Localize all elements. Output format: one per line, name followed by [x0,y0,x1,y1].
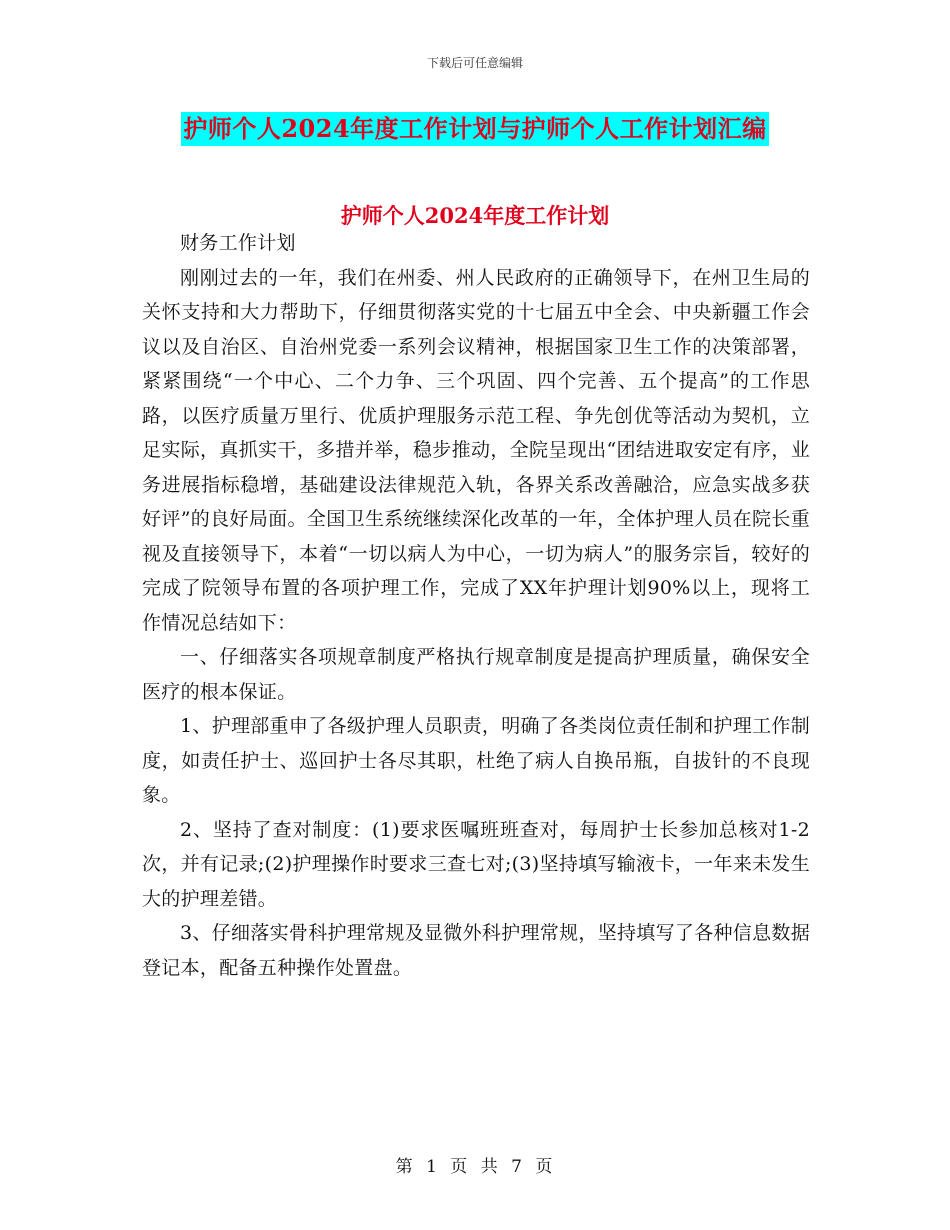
paragraph-item-3: 3、仔细落实骨科护理常规及显微外科护理常规，坚持填写了各种信息数据登记本，配备五种操作处置盘。 [142,922,810,979]
body-text [142,226,810,985]
paragraph-section-1: 一、仔细落实各项规章制度严格执行规章制度是提高护理质量，确保安全医疗的根本保证。 [142,646,810,703]
footer-gong: 共 [480,1157,500,1177]
footer-ye: 页 [450,1157,470,1177]
header-note: 下载后可任意编辑 [426,56,523,70]
sub-title: 护师个人2024年度工作计划 [340,203,610,228]
main-title: 护师个人2024年度工作计划与护师个人工作计划汇编 [181,112,768,146]
page-footer [0,1152,950,1177]
paragraph-item-2: 2、坚持了查对制度：(1)要求医嘱班班查对，每周护士长参加总核对1-2次，并有记录;(2)护理操作时要求三查七对;(3)坚持填写输液卡，一年来未发生大的护理差错。 [142,818,810,910]
footer-total-pages: 7 [511,1157,524,1177]
footer-ye2: 页 [535,1157,555,1177]
paragraph-intro: 刚刚过去的一年，我们在州委、州人民政府的正确领导下，在州卫生局的关怀支持和大力帮助下，仔细贯彻落实党的十七届五中全会、中央新疆工作会议以及自治区、自治州党委一系列会议精神，根据国家卫生工作的决策部署，紧紧围绕“一个中心、二个力争、三个巩固、四个完善、五个提高”的工作思路，以医疗质量万里行、优质护理服务示范工程、争先创优等活动为契机，立足实际，真抓实干，多措并举，稳步推动，全院呈现出“团结进取安定有序，业务进展指标稳增，基础建设法律规范入轨，各界关系改善融洽，应急实战多获好评”的良好局面。全国卫生系统继续深化改革的一年，全体护理人员在院长重视及直接领导下，本着“一切以病人为中心，一切为病人”的服务宗旨，较好的完成了院领导布置的各项护理工作，完成了XX年护理计划90%以上，现将工作情况总结如下： [142,266,810,634]
main-title-wrap [0,112,950,146]
footer-page-number: 1 [426,1157,439,1177]
footer-di: 第 [395,1157,415,1177]
paragraph-item-1: 1、护理部重申了各级护理人员职责，明确了各类岗位责任制和护理工作制度，如责任护士、巡回护士各尽其职，杜绝了病人自换吊瓶，自拔针的不良现象。 [142,715,810,806]
paragraph-heading: 财务工作计划 [180,232,296,254]
